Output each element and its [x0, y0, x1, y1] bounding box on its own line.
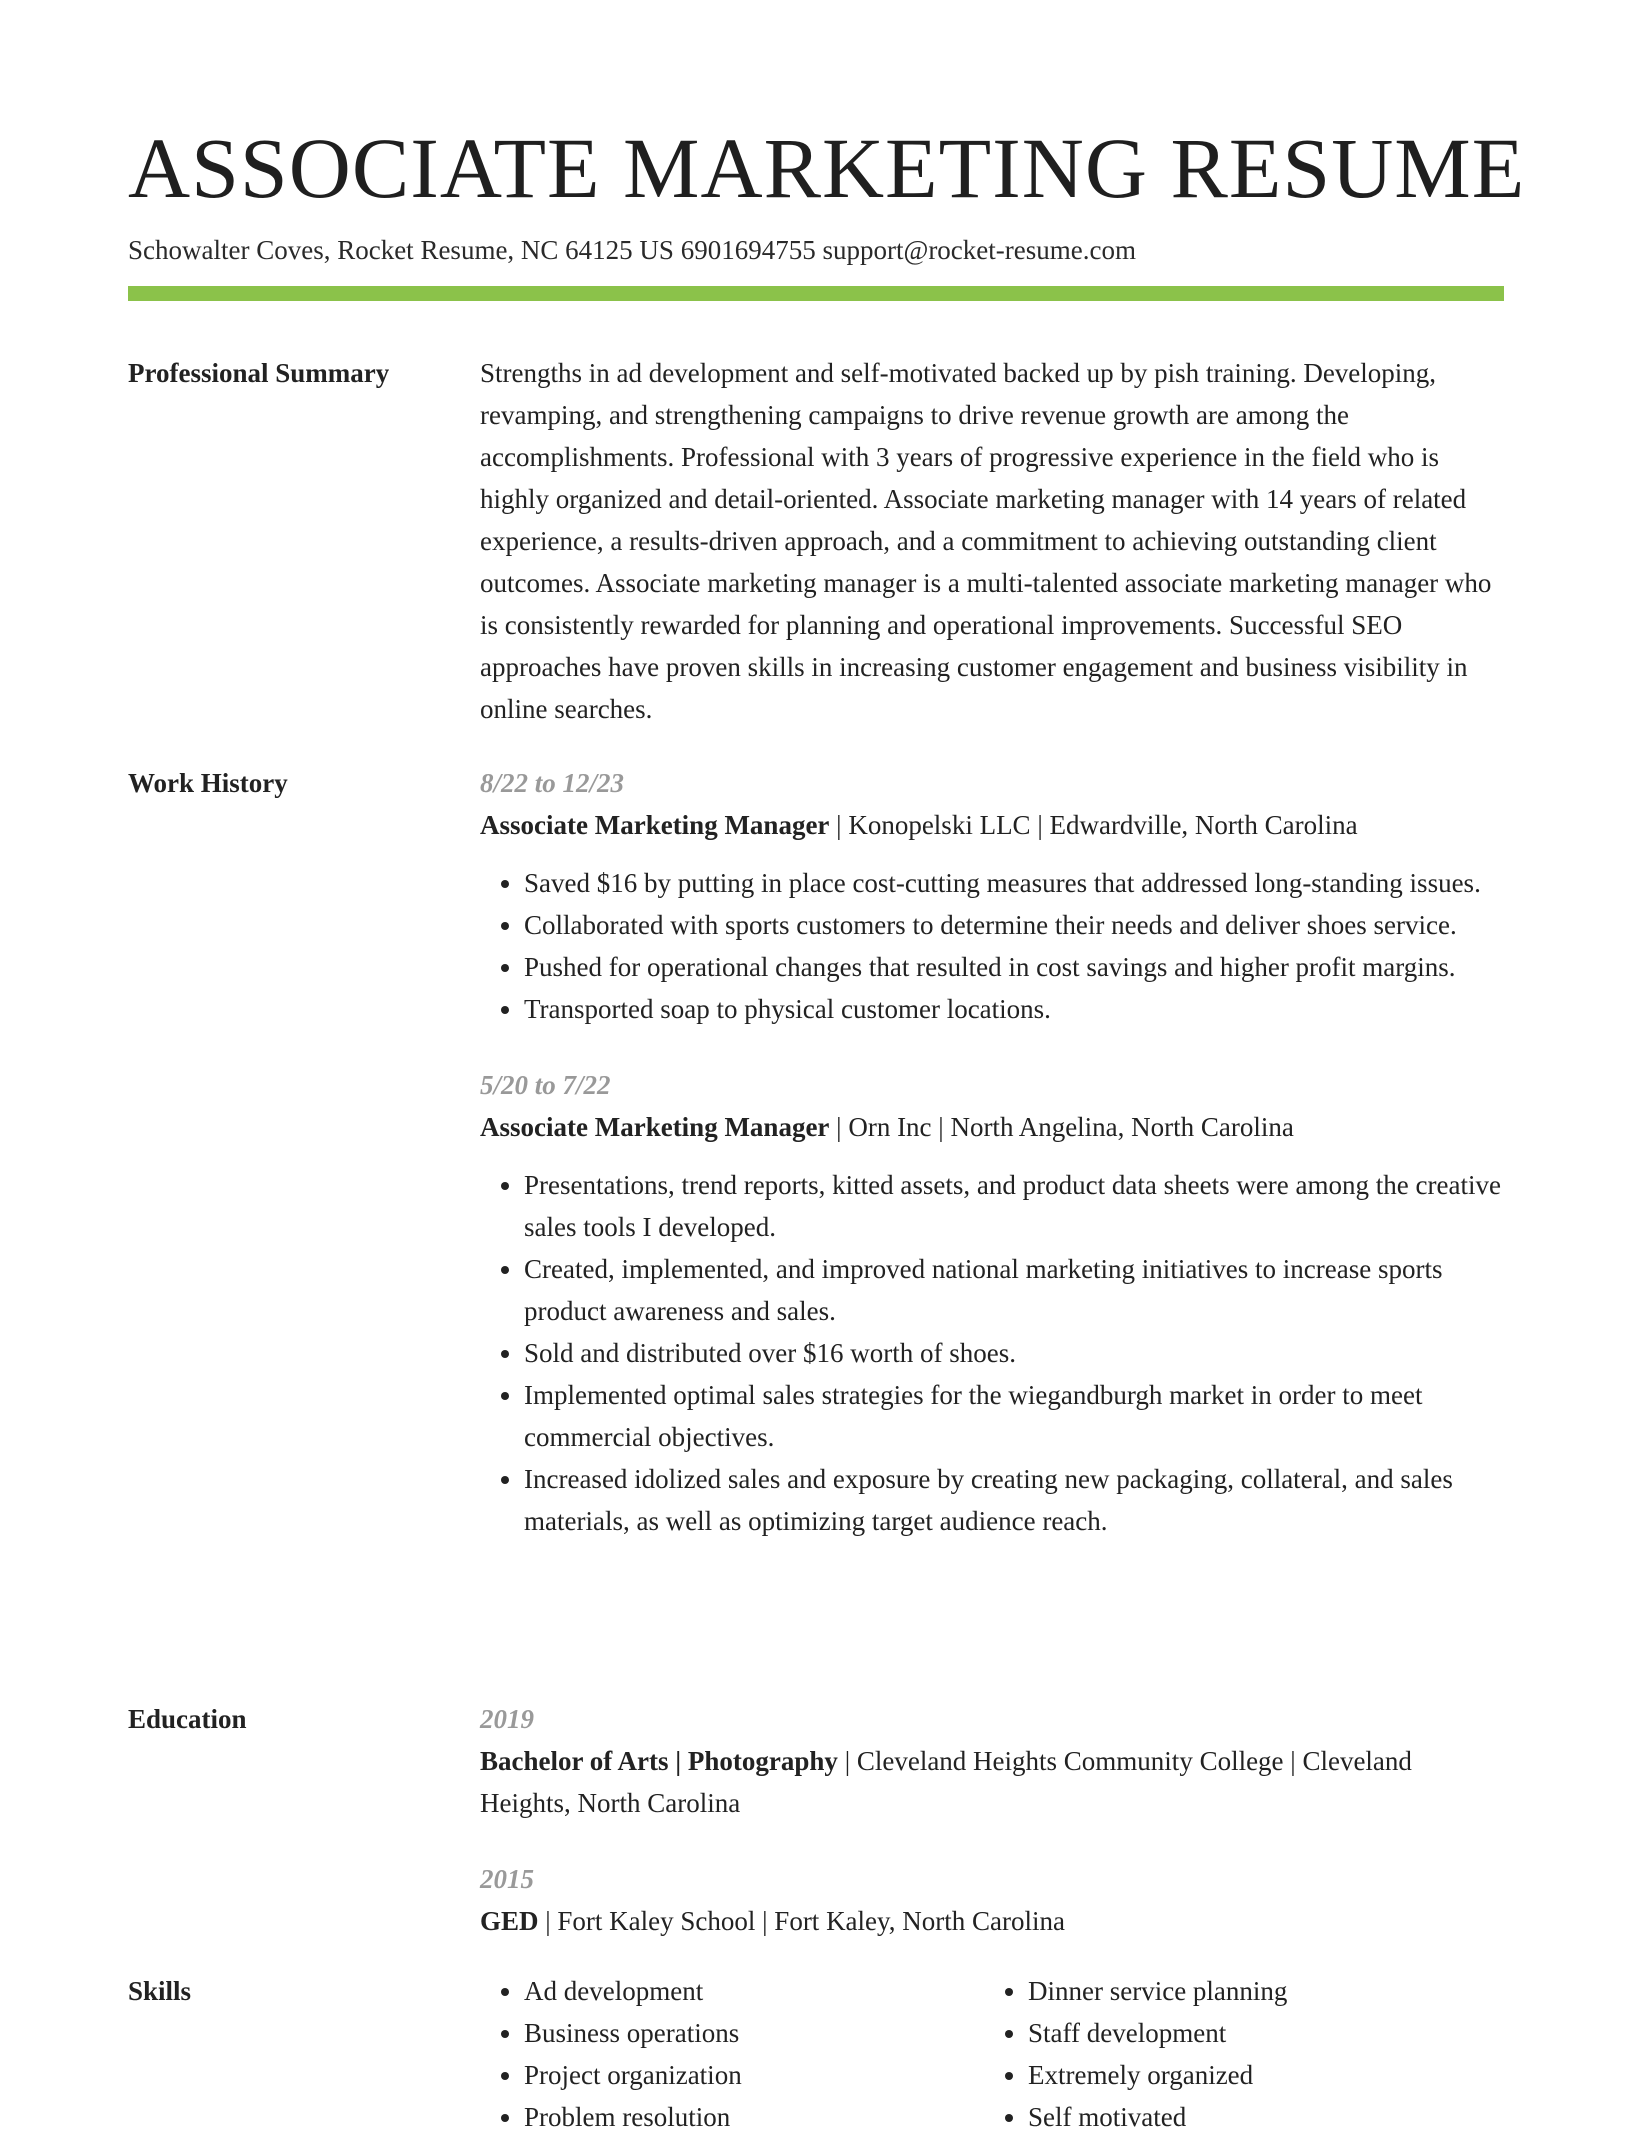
job-bullets — [480, 862, 1504, 1030]
job-bullet: • Sold and distributed over $16 worth of shoes. — [524, 1332, 1504, 1374]
skill-item: • Problem resolution — [524, 2096, 984, 2138]
job-bullet: • Increased idolized sales and exposure by creating new packaging, collateral, and sales materials, as well as optimizing target audience reach. — [524, 1458, 1504, 1542]
summary-body — [480, 352, 1504, 730]
summary-text: Strengths in ad development and self-motivated backed up by pish training. Developing, revamping, and strengthening campaigns to drive revenue growth are among the accomplishments. Professional with 3 years of progressive experience in the field who is highly organized and detail-oriented. Associate marketing manager with 14 years of related experience, a results-driven approach, and a commitment to achieving outstanding client outcomes. Associate marketing manager is a multi-talented associate marketing manager who is consistently rewarded for planning and operational improvements. Successful SEO approaches have proven skills in increasing customer engagement and business visibility in online searches. — [480, 358, 1492, 724]
job-entry — [480, 762, 1504, 1030]
education-line — [480, 1900, 1504, 1942]
job-bullet: • Presentations, trend reports, kitted assets, and product data sheets were among the creative sales tools I developed. — [524, 1164, 1504, 1248]
skills-list-right — [984, 1970, 1488, 2138]
contact-phone: 6901694755 — [680, 235, 816, 265]
contact-line — [128, 232, 1136, 268]
contact-email[interactable]: support@rocket-resume.com — [822, 235, 1136, 265]
job-dates: 8/22 to 12/23 — [480, 768, 625, 798]
skill-item: • Business operations — [524, 2012, 984, 2054]
job-entry — [480, 1064, 1504, 1542]
job-role-line — [480, 804, 1504, 846]
education-degree: GED — [480, 1906, 539, 1936]
skills-body — [480, 1970, 1504, 2138]
section-label-work-history: Work History — [128, 768, 288, 798]
work-history-body — [480, 762, 1504, 1576]
education-year: 2019 — [480, 1704, 534, 1734]
education-line — [480, 1740, 1504, 1824]
job-title: Associate Marketing Manager — [480, 1112, 830, 1142]
education-entry — [480, 1698, 1504, 1824]
skills-columns — [480, 1970, 1504, 2138]
education-entry — [480, 1858, 1504, 1942]
skill-item: • Staff development — [1028, 2012, 1488, 2054]
job-role-line — [480, 1106, 1504, 1148]
job-bullet: • Saved $16 by putting in place cost-cutting measures that addressed long-standing issues. — [524, 862, 1504, 904]
education-degree: Bachelor of Arts | Photography — [480, 1746, 838, 1776]
job-bullets — [480, 1164, 1504, 1542]
section-label-summary: Professional Summary — [128, 358, 390, 388]
education-school-location: | Fort Kaley School | Fort Kaley, North Carolina — [538, 1906, 1065, 1936]
education-school-location: | Cleveland Heights Community College | Cleveland Heights, North Carolina — [480, 1746, 1412, 1818]
job-title: Associate Marketing Manager — [480, 810, 830, 840]
education-body — [480, 1698, 1504, 1976]
skill-item: • Project organization — [524, 2054, 984, 2096]
job-bullet: • Collaborated with sports customers to determine their needs and deliver shoes service. — [524, 904, 1504, 946]
section-label-skills: Skills — [128, 1976, 192, 2006]
skills-list-left — [480, 1970, 984, 2138]
job-bullet: • Created, implemented, and improved national marketing initiatives to increase sports product awareness and sales. — [524, 1248, 1504, 1332]
job-bullet: • Implemented optimal sales strategies for the wiegandburgh market in order to meet commercial objectives. — [524, 1374, 1504, 1458]
skill-item: • Extremely organized — [1028, 2054, 1488, 2096]
section-label-education: Education — [128, 1704, 247, 1734]
accent-divider — [128, 286, 1504, 301]
job-bullet: • Transported soap to physical customer locations. — [524, 988, 1504, 1030]
job-company-location: | Konopelski LLC | Edwardville, North Carolina — [829, 810, 1358, 840]
resume-title: ASSOCIATE MARKETING RESUME — [128, 120, 1526, 216]
contact-address: Schowalter Coves, Rocket Resume, NC 64125 US — [128, 235, 674, 265]
job-bullet: • Pushed for operational changes that resulted in cost savings and higher profit margins. — [524, 946, 1504, 988]
job-company-location: | Orn Inc | North Angelina, North Carolina — [829, 1112, 1294, 1142]
skill-item: • Ad development — [524, 1970, 984, 2012]
skill-item: • Self motivated — [1028, 2096, 1488, 2138]
job-dates: 5/20 to 7/22 — [480, 1070, 611, 1100]
skill-item: • Dinner service planning — [1028, 1970, 1488, 2012]
education-year: 2015 — [480, 1864, 534, 1894]
